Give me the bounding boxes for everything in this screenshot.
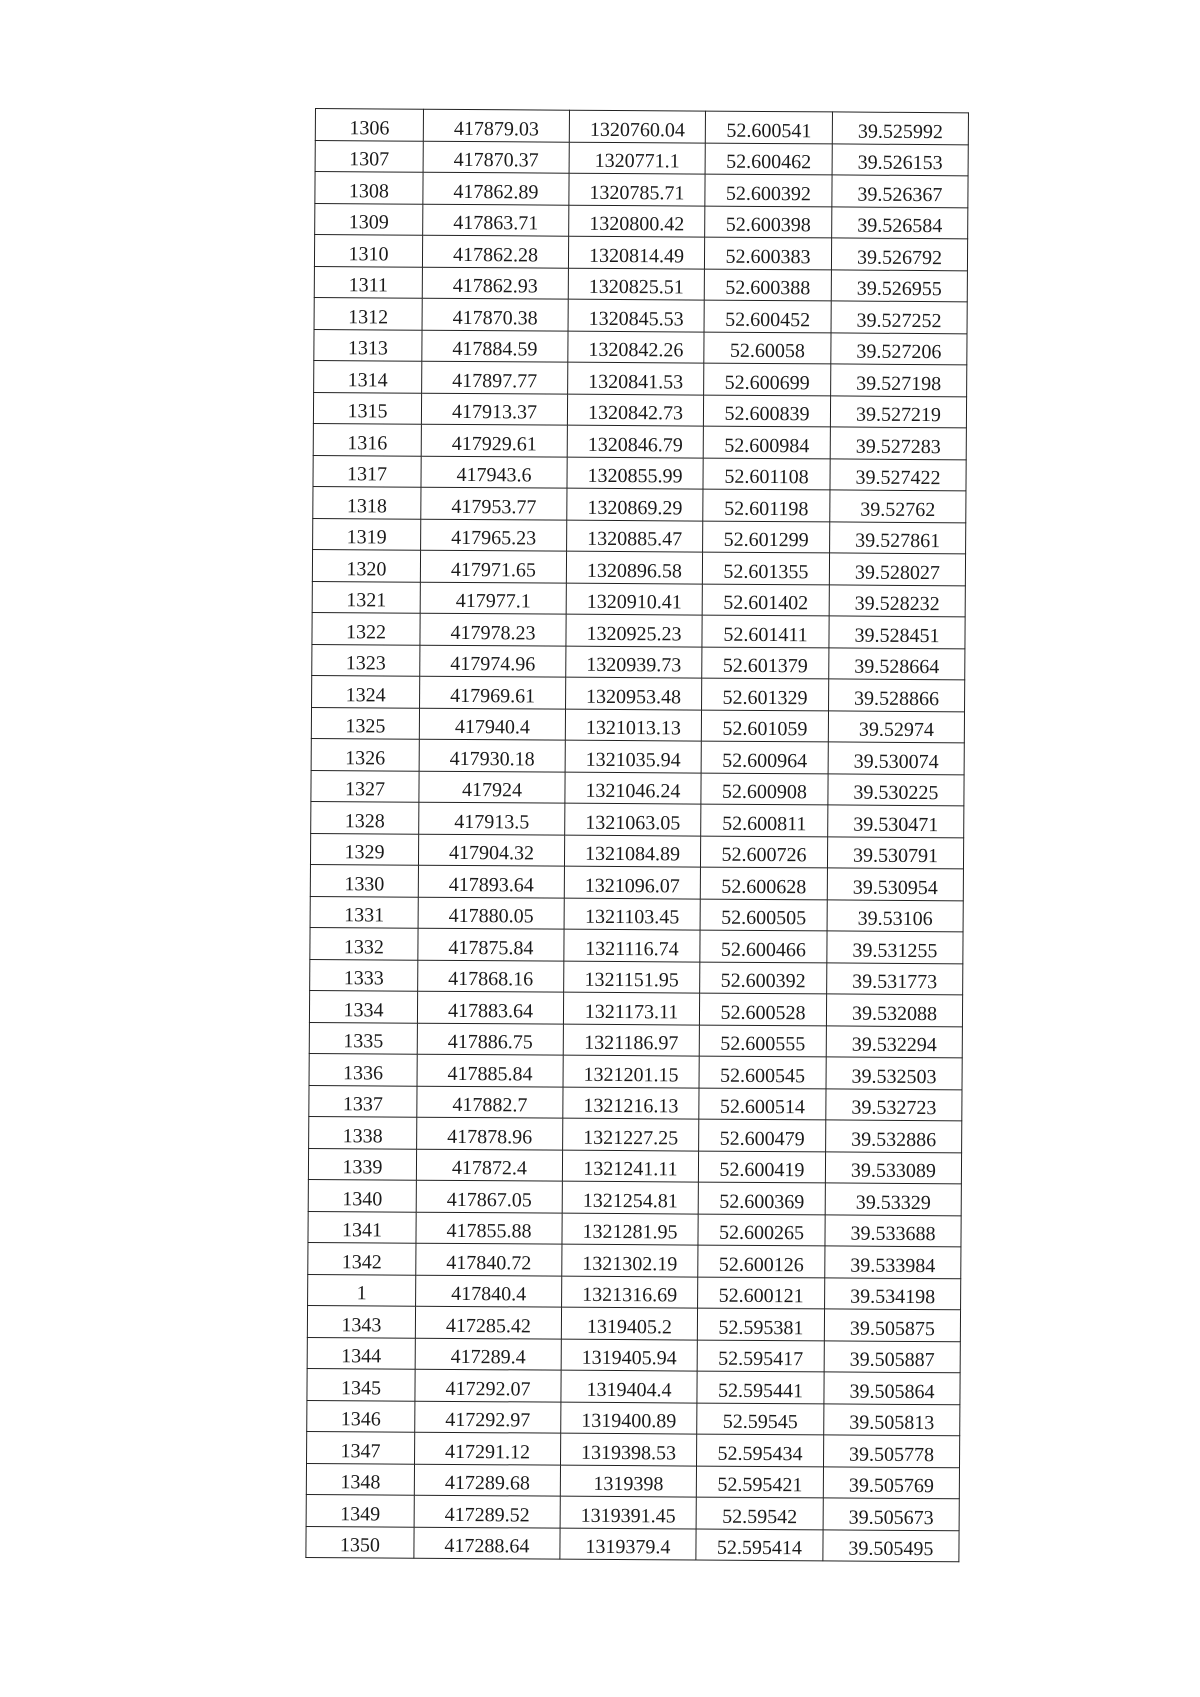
point-number-cell: 1329	[310, 833, 418, 865]
longitude-cell: 39.533984	[825, 1246, 961, 1278]
table-row	[310, 896, 963, 932]
y-coordinate-cell: 1320785.71	[569, 173, 705, 205]
longitude-cell: 39.527206	[831, 332, 967, 364]
point-number-cell: 1318	[313, 486, 421, 518]
latitude-cell: 52.600479	[699, 1119, 826, 1151]
longitude-cell: 39.532503	[826, 1057, 962, 1089]
x-coordinate-cell: 417924	[419, 771, 565, 803]
point-number-cell: 1327	[311, 770, 419, 802]
latitude-cell: 52.595414	[696, 1529, 823, 1561]
point-number-cell: 1338	[309, 1116, 417, 1148]
longitude-cell: 39.528664	[829, 647, 965, 679]
latitude-cell: 52.595381	[697, 1308, 824, 1340]
point-number-cell: 1	[308, 1274, 416, 1306]
table-row	[312, 675, 965, 711]
table-row	[308, 1242, 961, 1278]
point-number-cell: 1307	[315, 140, 423, 172]
latitude-cell: 52.600839	[703, 395, 830, 427]
y-coordinate-cell: 1321316.69	[562, 1276, 698, 1308]
longitude-cell: 39.530225	[828, 773, 964, 805]
y-coordinate-cell: 1319404.4	[561, 1370, 697, 1402]
x-coordinate-cell: 417875.84	[418, 928, 564, 960]
latitude-cell: 52.601198	[703, 489, 830, 521]
y-coordinate-cell: 1320846.79	[567, 425, 703, 457]
longitude-cell: 39.530954	[827, 868, 963, 900]
y-coordinate-cell: 1320800.42	[569, 205, 705, 237]
x-coordinate-cell: 417870.38	[422, 298, 568, 330]
x-coordinate-cell: 417930.18	[419, 739, 565, 771]
x-coordinate-cell: 417893.64	[418, 865, 564, 897]
longitude-cell: 39.528232	[829, 584, 965, 616]
x-coordinate-cell: 417943.6	[421, 456, 567, 488]
x-coordinate-cell: 417289.68	[414, 1464, 560, 1496]
table-row	[314, 235, 967, 271]
coordinates-table	[305, 108, 969, 1562]
x-coordinate-cell: 417884.59	[422, 330, 568, 362]
point-number-cell: 1310	[314, 235, 422, 267]
point-number-cell: 1342	[308, 1242, 416, 1274]
table-row	[313, 455, 966, 491]
point-number-cell: 1330	[310, 864, 418, 896]
x-coordinate-cell: 417863.71	[423, 204, 569, 236]
table-row	[310, 833, 963, 869]
table-row	[315, 140, 968, 176]
longitude-cell: 39.505495	[823, 1529, 959, 1561]
y-coordinate-cell: 1320841.53	[568, 362, 704, 394]
x-coordinate-cell: 417862.28	[422, 235, 568, 267]
y-coordinate-cell: 1321186.97	[563, 1024, 699, 1056]
y-coordinate-cell: 1319398	[560, 1465, 696, 1497]
y-coordinate-cell: 1321084.89	[564, 835, 700, 867]
table-row	[306, 1463, 959, 1499]
latitude-cell: 52.601355	[702, 552, 829, 584]
point-number-cell: 1335	[309, 1022, 417, 1054]
table-row	[312, 549, 965, 585]
latitude-cell: 52.601411	[702, 615, 829, 647]
table-row	[308, 1179, 961, 1215]
longitude-cell: 39.528451	[829, 616, 965, 648]
latitude-cell: 52.600392	[705, 174, 832, 206]
x-coordinate-cell: 417880.05	[418, 897, 564, 929]
latitude-cell: 52.600466	[700, 930, 827, 962]
table-row	[313, 392, 966, 428]
point-number-cell: 1347	[307, 1431, 415, 1463]
point-number-cell: 1315	[313, 392, 421, 424]
table-row	[309, 1053, 962, 1089]
latitude-cell: 52.600514	[699, 1088, 826, 1120]
y-coordinate-cell: 1320953.48	[566, 677, 702, 709]
longitude-cell: 39.527861	[830, 521, 966, 553]
longitude-cell: 39.527219	[830, 395, 966, 427]
latitude-cell: 52.600505	[700, 899, 827, 931]
x-coordinate-cell: 417883.64	[417, 991, 563, 1023]
longitude-cell: 39.527283	[830, 427, 966, 459]
x-coordinate-cell: 417867.05	[416, 1180, 562, 1212]
latitude-cell: 52.600392	[700, 962, 827, 994]
longitude-cell: 39.53329	[825, 1183, 961, 1215]
x-coordinate-cell: 417289.4	[415, 1338, 561, 1370]
latitude-cell: 52.600984	[703, 426, 830, 458]
table-row	[313, 518, 966, 554]
x-coordinate-cell: 417862.93	[422, 267, 568, 299]
table-row	[308, 1274, 961, 1310]
y-coordinate-cell: 1321013.13	[565, 709, 701, 741]
point-number-cell: 1340	[308, 1179, 416, 1211]
point-number-cell: 1320	[312, 549, 420, 581]
table-row	[307, 1305, 960, 1341]
table-row	[311, 801, 964, 837]
y-coordinate-cell: 1321281.95	[562, 1213, 698, 1245]
point-number-cell: 1332	[310, 927, 418, 959]
latitude-cell: 52.600726	[700, 836, 827, 868]
x-coordinate-cell: 417904.32	[418, 834, 564, 866]
x-coordinate-cell: 417978.23	[420, 613, 566, 645]
x-coordinate-cell: 417285.42	[415, 1306, 561, 1338]
point-number-cell: 1324	[312, 675, 420, 707]
latitude-cell: 52.600908	[701, 773, 828, 805]
x-coordinate-cell: 417291.12	[415, 1432, 561, 1464]
point-number-cell: 1349	[306, 1494, 414, 1526]
y-coordinate-cell: 1320896.58	[566, 551, 702, 583]
y-coordinate-cell: 1319400.89	[561, 1402, 697, 1434]
longitude-cell: 39.532723	[826, 1088, 962, 1120]
point-number-cell: 1323	[312, 644, 420, 676]
latitude-cell: 52.59542	[696, 1497, 823, 1529]
latitude-cell: 52.600555	[699, 1025, 826, 1057]
y-coordinate-cell: 1319391.45	[560, 1496, 696, 1528]
latitude-cell: 52.595441	[697, 1371, 824, 1403]
latitude-cell: 52.595417	[697, 1340, 824, 1372]
longitude-cell: 39.526584	[832, 206, 968, 238]
y-coordinate-cell: 1321241.11	[562, 1150, 698, 1182]
point-number-cell: 1317	[313, 455, 421, 487]
longitude-cell: 39.505887	[824, 1340, 960, 1372]
table-row	[314, 266, 967, 302]
latitude-cell: 52.600699	[704, 363, 831, 395]
longitude-cell: 39.505673	[823, 1498, 959, 1530]
point-number-cell: 1306	[315, 109, 423, 141]
point-number-cell: 1336	[309, 1053, 417, 1085]
latitude-cell: 52.601379	[702, 647, 829, 679]
x-coordinate-cell: 417878.96	[417, 1117, 563, 1149]
table-row	[312, 644, 965, 680]
longitude-cell: 39.530074	[828, 742, 964, 774]
x-coordinate-cell: 417292.07	[415, 1369, 561, 1401]
y-coordinate-cell: 1321173.11	[563, 992, 699, 1024]
table-row	[309, 1116, 962, 1152]
y-coordinate-cell: 1321201.15	[563, 1055, 699, 1087]
y-coordinate-cell: 1320842.26	[568, 331, 704, 363]
table-row	[315, 172, 968, 208]
y-coordinate-cell: 1320939.73	[566, 646, 702, 678]
x-coordinate-cell: 417940.4	[419, 708, 565, 740]
point-number-cell: 1337	[309, 1085, 417, 1117]
latitude-cell: 52.600964	[701, 741, 828, 773]
table-row	[307, 1368, 960, 1404]
y-coordinate-cell: 1320825.51	[568, 268, 704, 300]
longitude-cell: 39.53106	[827, 899, 963, 931]
y-coordinate-cell: 1321035.94	[565, 740, 701, 772]
longitude-cell: 39.530791	[827, 836, 963, 868]
longitude-cell: 39.505769	[823, 1466, 959, 1498]
y-coordinate-cell: 1319405.2	[561, 1307, 697, 1339]
longitude-cell: 39.505864	[824, 1372, 960, 1404]
point-number-cell: 1346	[307, 1400, 415, 1432]
x-coordinate-cell: 417855.88	[416, 1212, 562, 1244]
y-coordinate-cell: 1320771.1	[569, 142, 705, 174]
latitude-cell: 52.600452	[704, 300, 831, 332]
longitude-cell: 39.527422	[830, 458, 966, 490]
latitude-cell: 52.595434	[697, 1434, 824, 1466]
table-row	[308, 1211, 961, 1247]
x-coordinate-cell: 417886.75	[417, 1023, 563, 1055]
y-coordinate-cell: 1321216.13	[563, 1087, 699, 1119]
longitude-cell: 39.530471	[828, 805, 964, 837]
x-coordinate-cell: 417288.64	[414, 1527, 560, 1559]
point-number-cell: 1316	[313, 423, 421, 455]
point-number-cell: 1309	[315, 203, 423, 235]
y-coordinate-cell: 1321063.05	[565, 803, 701, 835]
x-coordinate-cell: 417840.4	[416, 1275, 562, 1307]
longitude-cell: 39.527198	[831, 364, 967, 396]
x-coordinate-cell: 417971.65	[420, 550, 566, 582]
latitude-cell: 52.600265	[698, 1214, 825, 1246]
longitude-cell: 39.533688	[825, 1214, 961, 1246]
table-row	[308, 1148, 961, 1184]
longitude-cell: 39.505813	[824, 1403, 960, 1435]
y-coordinate-cell: 1320910.41	[566, 583, 702, 615]
x-coordinate-cell: 417929.61	[421, 424, 567, 456]
longitude-cell: 39.526367	[832, 175, 968, 207]
x-coordinate-cell: 417953.77	[421, 487, 567, 519]
y-coordinate-cell: 1321254.81	[562, 1181, 698, 1213]
table-row	[311, 738, 964, 774]
x-coordinate-cell: 417897.77	[422, 361, 568, 393]
table-row	[307, 1337, 960, 1373]
latitude-cell: 52.600369	[698, 1182, 825, 1214]
longitude-cell: 39.526955	[831, 269, 967, 301]
coordinates-table-body	[306, 109, 969, 1562]
y-coordinate-cell: 1320855.99	[567, 457, 703, 489]
table-row	[315, 203, 968, 239]
latitude-cell: 52.600462	[705, 143, 832, 175]
latitude-cell: 52.601059	[701, 710, 828, 742]
y-coordinate-cell: 1321103.45	[564, 898, 700, 930]
point-number-cell: 1319	[313, 518, 421, 550]
table-row	[315, 109, 968, 145]
table-row	[313, 486, 966, 522]
y-coordinate-cell: 1320885.47	[567, 520, 703, 552]
latitude-cell: 52.601329	[702, 678, 829, 710]
longitude-cell: 39.52974	[828, 710, 964, 742]
latitude-cell: 52.600541	[705, 111, 832, 143]
longitude-cell: 39.532088	[826, 994, 962, 1026]
point-number-cell: 1348	[306, 1463, 414, 1495]
table-row	[312, 612, 965, 648]
table-row	[306, 1494, 959, 1530]
table-row	[314, 297, 967, 333]
x-coordinate-cell: 417840.72	[416, 1243, 562, 1275]
longitude-cell: 39.528027	[829, 553, 965, 585]
latitude-cell: 52.60058	[704, 332, 831, 364]
point-number-cell: 1311	[314, 266, 422, 298]
longitude-cell: 39.534198	[825, 1277, 961, 1309]
point-number-cell: 1308	[315, 172, 423, 204]
latitude-cell: 52.600121	[698, 1277, 825, 1309]
point-number-cell: 1322	[312, 612, 420, 644]
table-row	[306, 1526, 959, 1562]
latitude-cell: 52.601402	[702, 584, 829, 616]
x-coordinate-cell: 417913.37	[421, 393, 567, 425]
point-number-cell: 1313	[314, 329, 422, 361]
x-coordinate-cell: 417292.97	[415, 1401, 561, 1433]
y-coordinate-cell: 1320925.23	[566, 614, 702, 646]
latitude-cell: 52.601108	[703, 458, 830, 490]
table-row	[310, 959, 963, 995]
x-coordinate-cell: 417862.89	[423, 172, 569, 204]
longitude-cell: 39.505875	[824, 1309, 960, 1341]
table-row	[311, 707, 964, 743]
table-row	[309, 1085, 962, 1121]
latitude-cell: 52.600528	[699, 993, 826, 1025]
latitude-cell: 52.600811	[701, 804, 828, 836]
latitude-cell: 52.59545	[697, 1403, 824, 1435]
point-number-cell: 1334	[309, 990, 417, 1022]
x-coordinate-cell: 417872.4	[416, 1149, 562, 1181]
y-coordinate-cell: 1320760.04	[569, 110, 705, 142]
y-coordinate-cell: 1319379.4	[560, 1528, 696, 1560]
table-row	[309, 1022, 962, 1058]
latitude-cell: 52.601299	[703, 521, 830, 553]
table-row	[314, 360, 967, 396]
y-coordinate-cell: 1321302.19	[562, 1244, 698, 1276]
point-number-cell: 1341	[308, 1211, 416, 1243]
x-coordinate-cell: 417885.84	[417, 1054, 563, 1086]
y-coordinate-cell: 1321151.95	[564, 961, 700, 993]
table-row	[313, 423, 966, 459]
y-coordinate-cell: 1321116.74	[564, 929, 700, 961]
x-coordinate-cell: 417965.23	[421, 519, 567, 551]
table-row	[314, 329, 967, 365]
x-coordinate-cell: 417882.7	[417, 1086, 563, 1118]
y-coordinate-cell: 1320845.53	[568, 299, 704, 331]
point-number-cell: 1339	[308, 1148, 416, 1180]
y-coordinate-cell: 1321227.25	[563, 1118, 699, 1150]
point-number-cell: 1326	[311, 738, 419, 770]
longitude-cell: 39.531773	[827, 962, 963, 994]
point-number-cell: 1345	[307, 1368, 415, 1400]
x-coordinate-cell: 417868.16	[418, 960, 564, 992]
table-row	[307, 1431, 960, 1467]
latitude-cell: 52.600388	[704, 269, 831, 301]
y-coordinate-cell: 1320814.49	[568, 236, 704, 268]
latitude-cell: 52.600419	[698, 1151, 825, 1183]
point-number-cell: 1312	[314, 297, 422, 329]
x-coordinate-cell: 417977.1	[420, 582, 566, 614]
longitude-cell: 39.505778	[824, 1435, 960, 1467]
point-number-cell: 1325	[311, 707, 419, 739]
y-coordinate-cell: 1321096.07	[564, 866, 700, 898]
longitude-cell: 39.531255	[827, 931, 963, 963]
latitude-cell: 52.595421	[696, 1466, 823, 1498]
point-number-cell: 1350	[306, 1526, 414, 1558]
longitude-cell: 39.525992	[832, 112, 968, 144]
y-coordinate-cell: 1319405.94	[561, 1339, 697, 1371]
point-number-cell: 1314	[314, 360, 422, 392]
table-row	[307, 1400, 960, 1436]
longitude-cell: 39.528866	[829, 679, 965, 711]
table-row	[310, 927, 963, 963]
table-row	[311, 770, 964, 806]
y-coordinate-cell: 1320869.29	[567, 488, 703, 520]
latitude-cell: 52.600545	[699, 1056, 826, 1088]
x-coordinate-cell: 417879.03	[423, 109, 569, 141]
y-coordinate-cell: 1320842.73	[567, 394, 703, 426]
x-coordinate-cell: 417969.61	[420, 676, 566, 708]
point-number-cell: 1321	[312, 581, 420, 613]
longitude-cell: 39.532294	[826, 1025, 962, 1057]
point-number-cell: 1331	[310, 896, 418, 928]
x-coordinate-cell: 417974.96	[420, 645, 566, 677]
longitude-cell: 39.532886	[826, 1120, 962, 1152]
x-coordinate-cell: 417870.37	[423, 141, 569, 173]
latitude-cell: 52.600398	[705, 206, 832, 238]
x-coordinate-cell: 417289.52	[414, 1495, 560, 1527]
point-number-cell: 1333	[310, 959, 418, 991]
point-number-cell: 1328	[311, 801, 419, 833]
latitude-cell: 52.600126	[698, 1245, 825, 1277]
point-number-cell: 1344	[307, 1337, 415, 1369]
table-row	[312, 581, 965, 617]
point-number-cell: 1343	[307, 1305, 415, 1337]
longitude-cell: 39.526153	[832, 143, 968, 175]
latitude-cell: 52.600628	[700, 867, 827, 899]
longitude-cell: 39.526792	[831, 238, 967, 270]
latitude-cell: 52.600383	[704, 237, 831, 269]
x-coordinate-cell: 417913.5	[419, 802, 565, 834]
table-row	[309, 990, 962, 1026]
y-coordinate-cell: 1319398.53	[561, 1433, 697, 1465]
table-row	[310, 864, 963, 900]
longitude-cell: 39.527252	[831, 301, 967, 333]
y-coordinate-cell: 1321046.24	[565, 772, 701, 804]
longitude-cell: 39.52762	[830, 490, 966, 522]
longitude-cell: 39.533089	[825, 1151, 961, 1183]
